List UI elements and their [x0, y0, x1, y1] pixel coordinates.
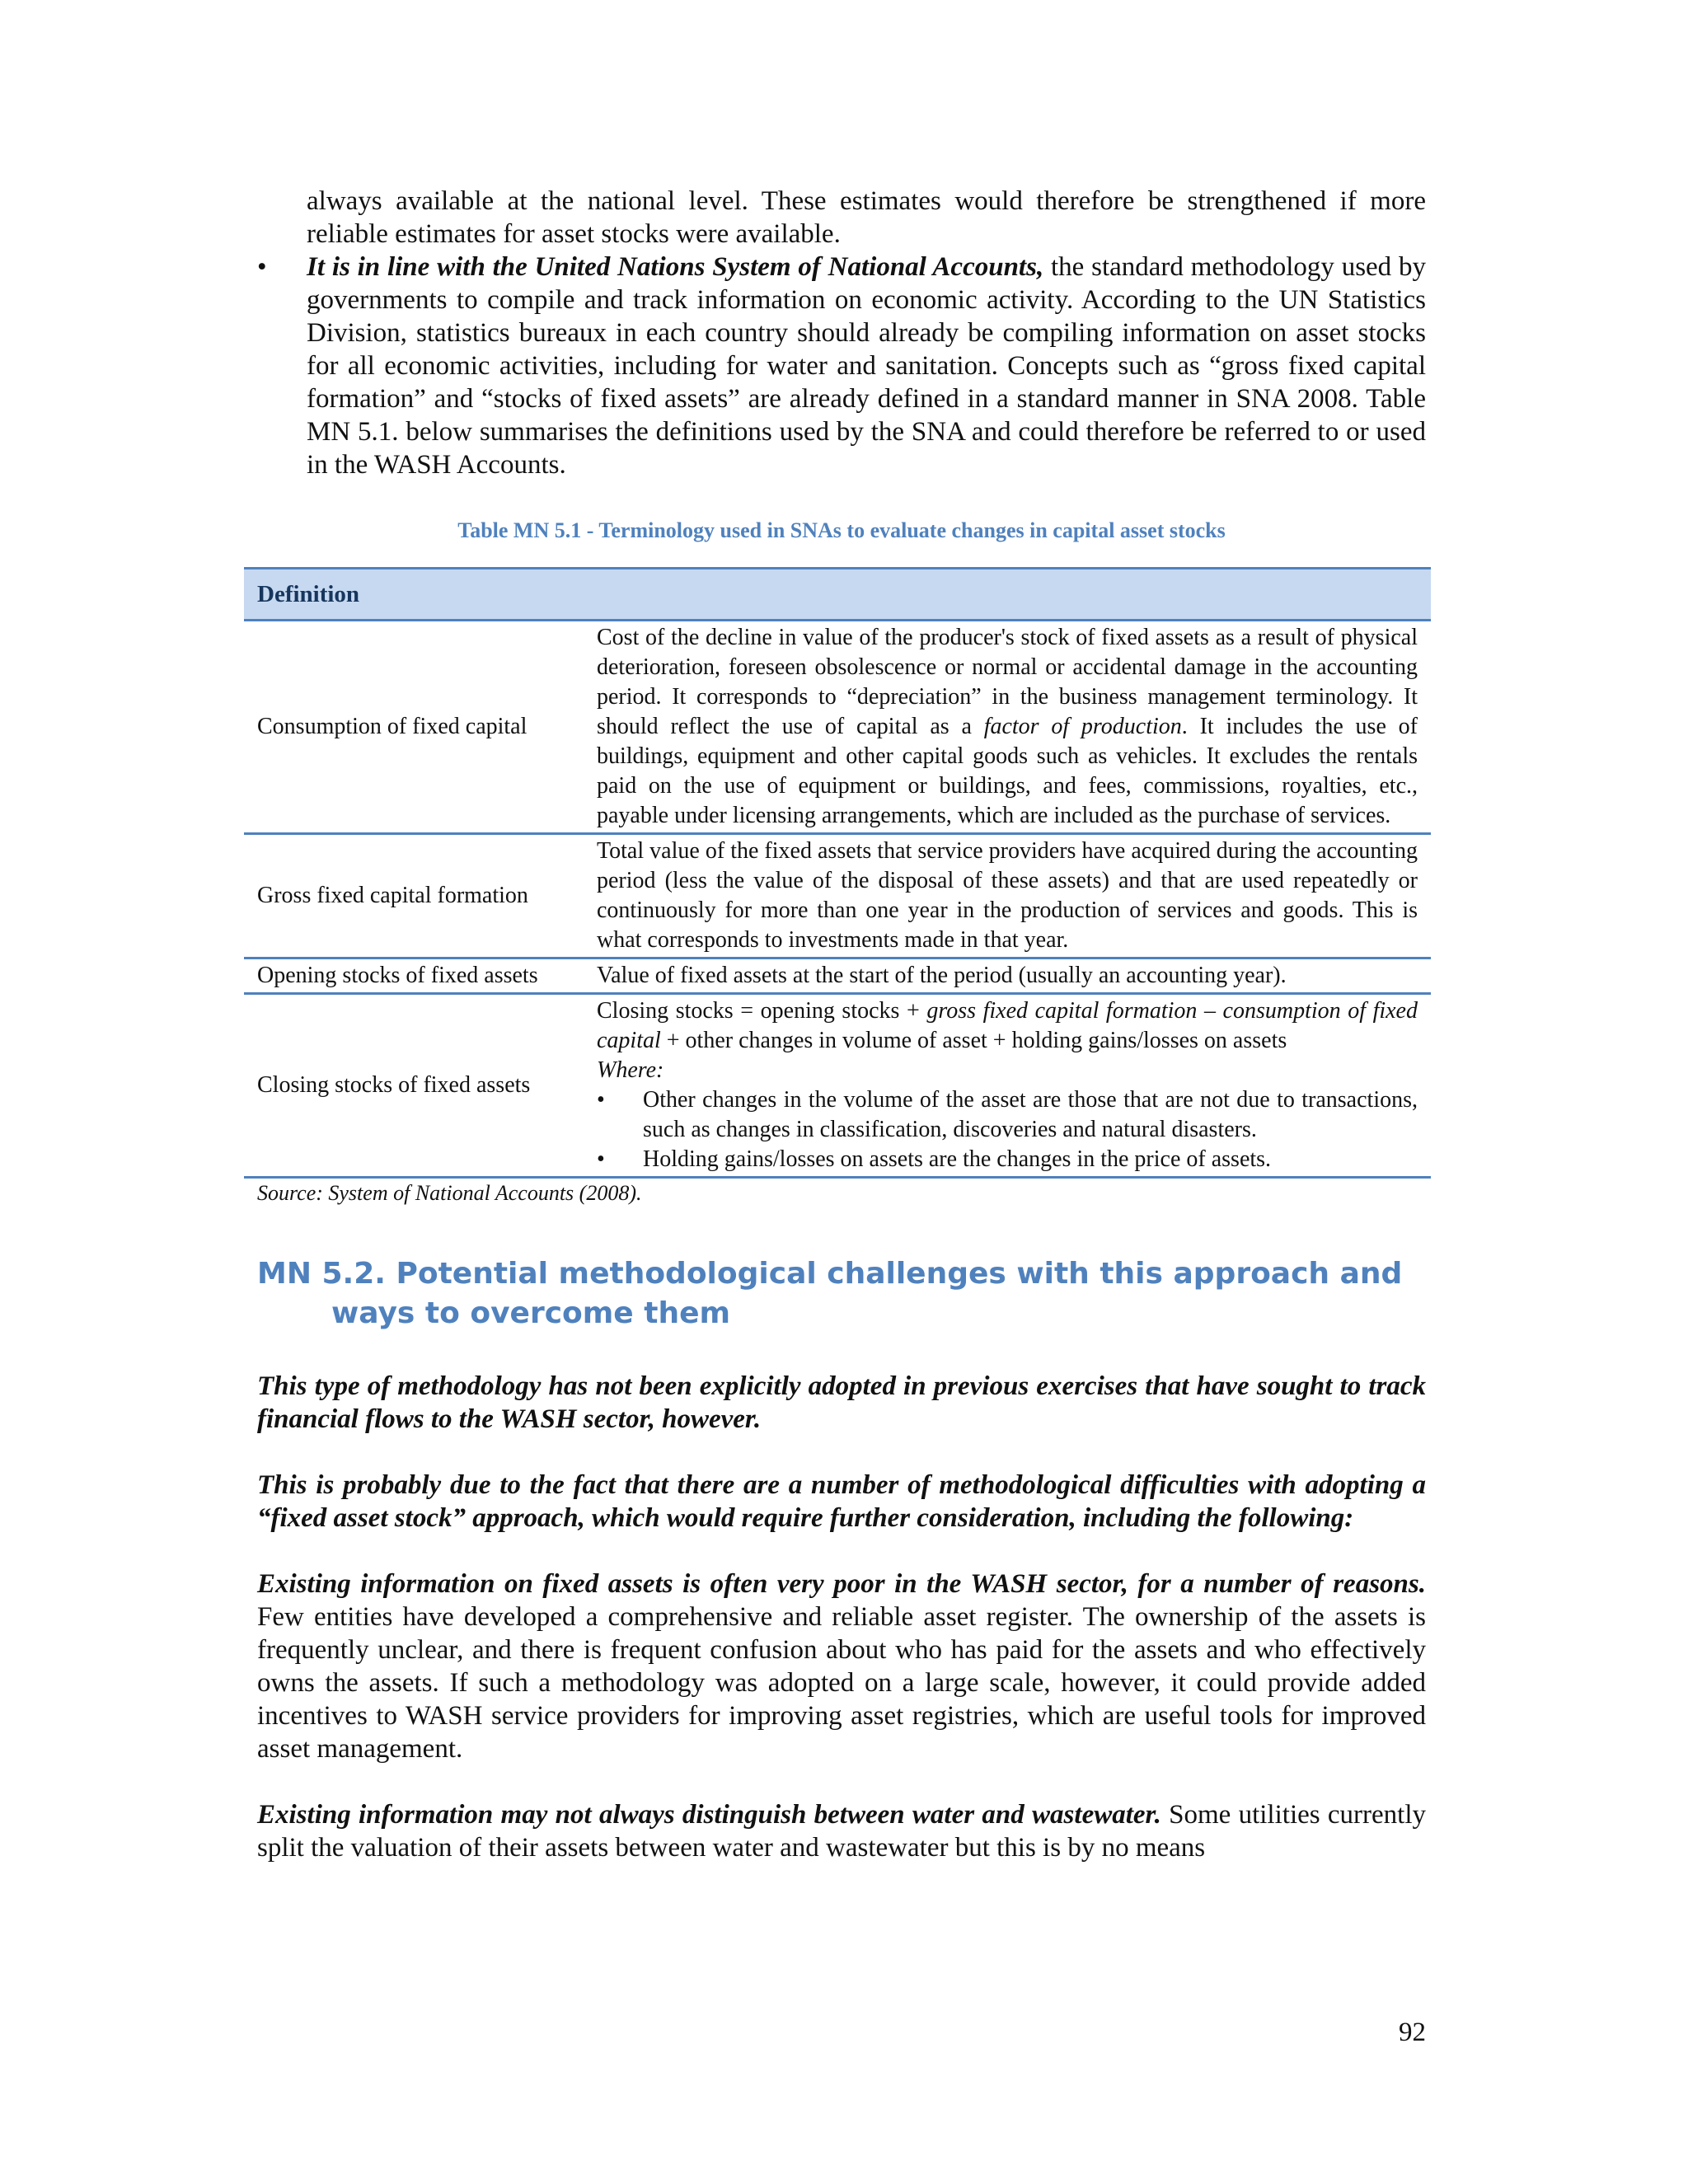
table-row	[244, 834, 1431, 958]
bullet-text	[307, 251, 1426, 481]
term-cell: Closing stocks of fixed assets	[244, 994, 584, 1178]
term-cell: Consumption of fixed capital	[244, 621, 584, 834]
list-item-text: Holding gains/losses on assets are the changes in the price of assets.	[643, 1146, 1272, 1172]
definition-text: . It includes the use of buildings, equipment and other capital goods such as vehicles. It excludes the rentals paid on the use of equipment or buildings, and fees, commissions, royalties, etc., payable under licensing arrangements, which are included as the purchase of services.	[597, 714, 1418, 828]
section-heading: MN 5.2. Potential methodological challenges with this approach and ways to overcome them	[257, 1257, 1403, 1330]
formula-text: + other changes in volume of asset + holding gains/losses on assets	[660, 1028, 1287, 1053]
table-header-definition: Definition	[244, 569, 1431, 621]
bullet-dot: •	[597, 1087, 605, 1113]
paragraph-4-body: Some utilities currently split the valuation of their assets between water and wastewater but this is by no means	[257, 1800, 1427, 1863]
paragraph-4-lead: Existing information may not always distinguish between water and wastewater.	[257, 1800, 1161, 1830]
paragraph-3-lead: Existing information on fixed assets is often very poor in the WASH sector, for a number of reasons.	[257, 1569, 1426, 1599]
definition-cell	[584, 994, 1431, 1178]
term-cell: Gross fixed capital formation	[244, 834, 584, 958]
terminology-table	[244, 567, 1431, 1179]
table-row	[244, 621, 1431, 834]
where-label: Where:	[597, 1057, 664, 1083]
page-content	[257, 185, 1426, 1864]
paragraph-3	[257, 1568, 1426, 1765]
table-header-row	[244, 569, 1431, 621]
closing-stock-formula	[597, 996, 1418, 1056]
list-item	[597, 1085, 1418, 1145]
formula-italic: gross fixed capital formation – consumption of fixed capital	[597, 998, 1418, 1053]
bullet-body: the standard methodology used by governments to compile and track information on economic activity. According to the UN Statistics Division, statistics bureaux in each country should already be compiling information on asset stocks for all economic activities, including for water and sanitation. Concepts such as “gross fixed capital formation” and “stocks of fixed assets” are already defined in a standard manner in SNA 2008. Table MN 5.1. below summarises the definitions used by the SNA and could therefore be referred to or used in the WASH Accounts.	[307, 252, 1426, 480]
table-source: Source: System of National Accounts (2008).	[257, 1181, 642, 1205]
bullet-item	[257, 251, 1426, 481]
table-row	[244, 994, 1431, 1178]
formula-text: Closing stocks = opening stocks +	[597, 998, 927, 1024]
definition-cell	[584, 621, 1431, 834]
paragraph-4	[257, 1798, 1426, 1864]
paragraph-1: This type of methodology has not been explicitly adopted in previous exercises that have sought to track financial flows to the WASH sector, however.	[257, 1371, 1426, 1434]
list-item-text: Other changes in the volume of the asset are those that are not due to transactions, such as changes in classification, discoveries and natural disasters.	[643, 1087, 1418, 1142]
paragraph-2: This is probably due to the fact that there are a number of methodological difficulties with adopting a “fixed asset stock” approach, which would require further consideration, including the following:	[257, 1470, 1426, 1533]
bullet-dot: •	[597, 1146, 605, 1172]
page-number: 92	[1399, 2018, 1426, 2047]
definition-italic: factor of production	[983, 714, 1182, 739]
bullet-lead: It is in line with the United Nations System of National Accounts,	[307, 252, 1044, 282]
table-row	[244, 958, 1431, 994]
intro-continuation: always available at the national level. These estimates would therefore be strengthened if more reliable estimates for asset stocks were available.	[307, 186, 1426, 249]
definition-text: Cost of the decline in value of the producer's stock of fixed assets as a result of physical deterioration, foreseen obsolescence or normal or accidental damage in the accounting period. It corresponds to “depreciation” in the business management terminology. It should reflect the use of capital as a	[597, 625, 1418, 739]
paragraph-3-body: Few entities have developed a comprehensive and reliable asset register. The ownership of the assets is frequently unclear, and there is frequent confusion about who has paid for the assets and who effectively owns the assets. If such a methodology was adopted on a large scale, however, it could provide added incentives to WASH service providers for improving asset registries, which are useful tools for improved asset management.	[257, 1602, 1426, 1764]
term-cell: Opening stocks of fixed assets	[244, 958, 584, 994]
definition-cell: Value of fixed assets at the start of the period (usually an accounting year).	[584, 958, 1431, 994]
where-list	[597, 1085, 1418, 1174]
table-caption: Table MN 5.1 - Terminology used in SNAs to evaluate changes in capital asset stocks	[457, 518, 1226, 542]
bullet-dot: •	[257, 252, 267, 282]
list-item	[597, 1145, 1418, 1174]
definition-cell: Total value of the fixed assets that service providers have acquired during the accounting period (less the value of the disposal of these assets) and that are used repeatedly or continuously for more than one year in the production of services and goods. This is what corresponds to investments made in that year.	[584, 834, 1431, 958]
